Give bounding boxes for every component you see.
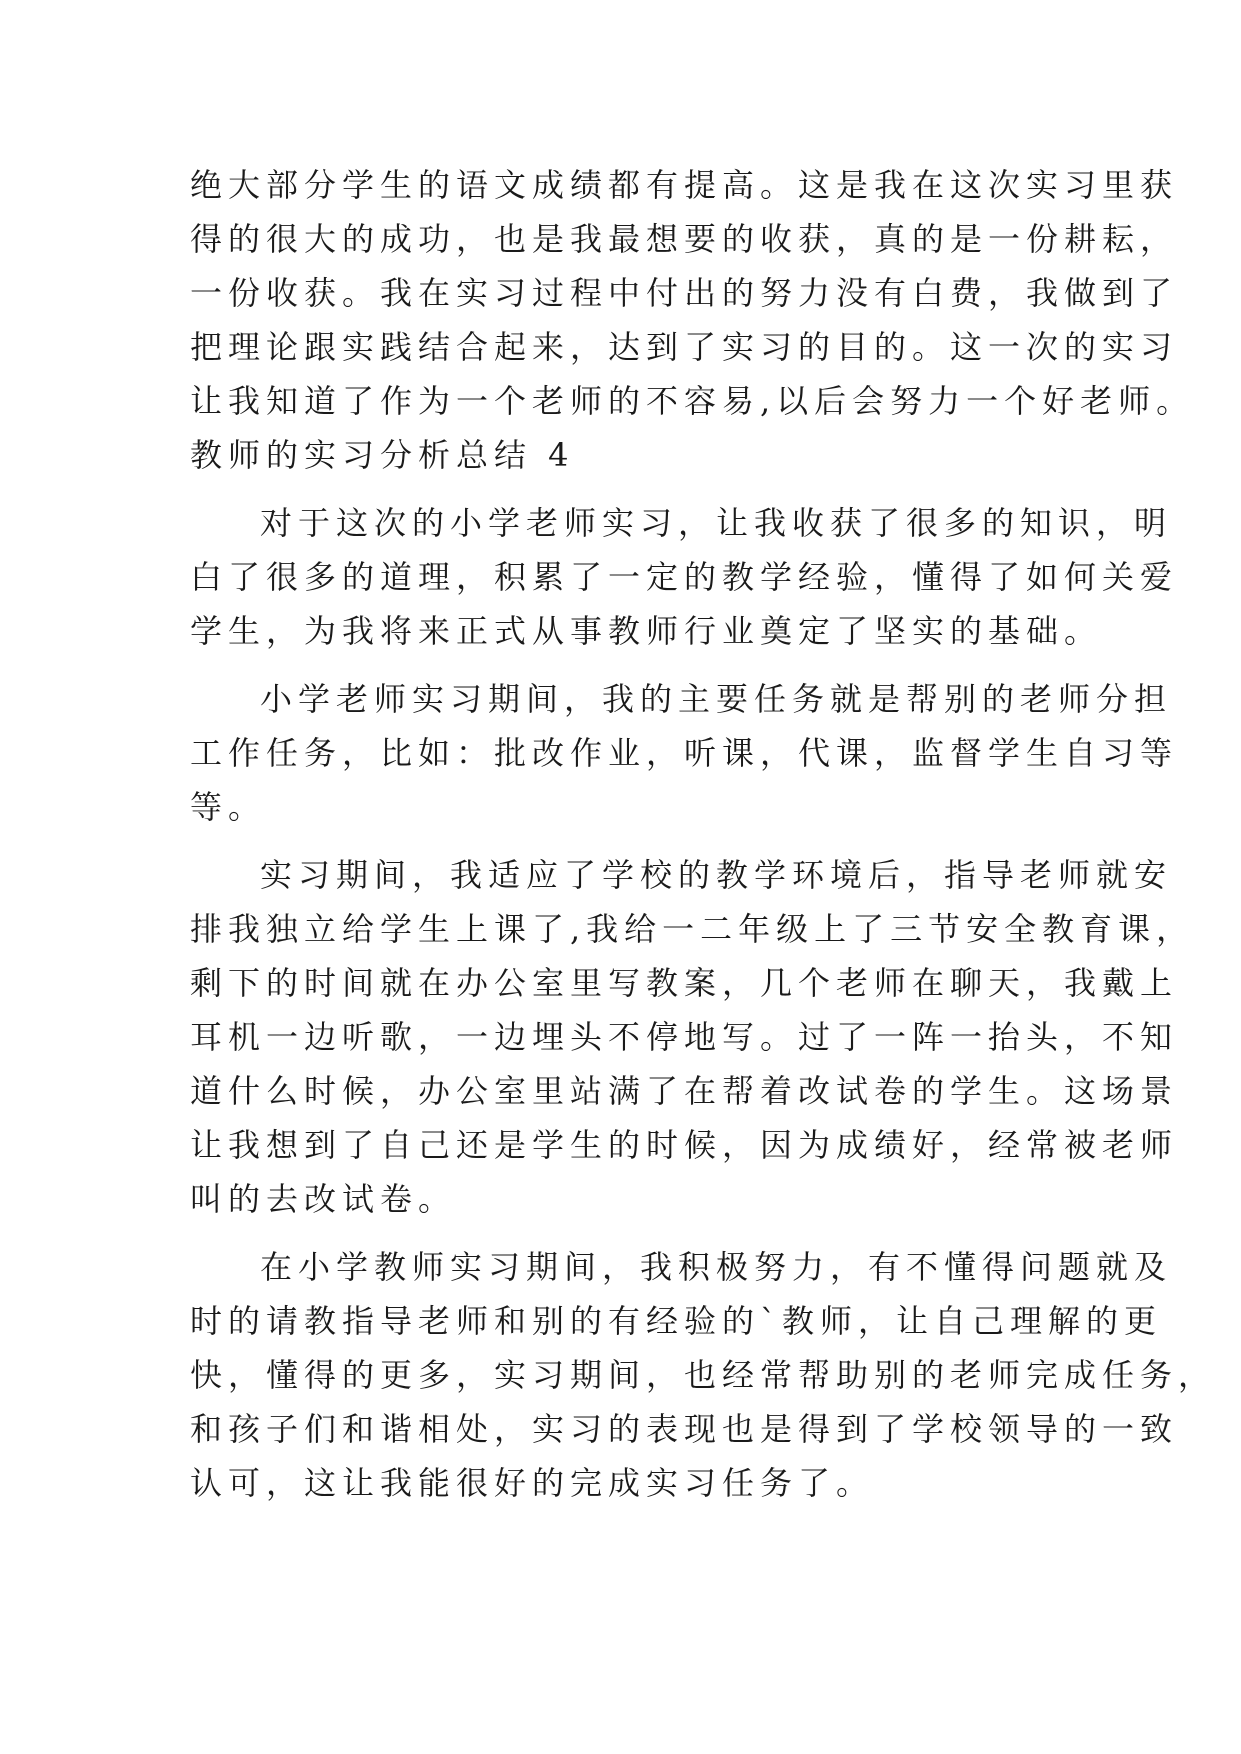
paragraph bbox=[190, 1240, 1217, 1510]
text-line: 剩下的时间就在办公室里写教案，几个老师在聊天，我戴上 bbox=[190, 964, 1179, 1002]
text-line: 实习期间，我适应了学校的教学环境后，指导老师就安 bbox=[260, 856, 1173, 894]
text-line: 在小学教师实习期间，我积极努力，有不懂得问题就及 bbox=[260, 1248, 1173, 1286]
paragraph bbox=[190, 496, 1179, 658]
text-line: 得的很大的成功，也是我最想要的收获，真的是一份耕耘， bbox=[190, 220, 1179, 258]
text-line: 认可，这让我能很好的完成实习任务了。 bbox=[190, 1464, 875, 1502]
paragraph bbox=[190, 672, 1179, 834]
document-body bbox=[190, 158, 1217, 1510]
text-line: 学生，为我将来正式从事教师行业奠定了坚实的基础。 bbox=[190, 612, 1103, 650]
text-line: 把理论跟实践结合起来，达到了实习的目的。这一次的实习 bbox=[190, 328, 1179, 366]
text-line: 和孩子们和谐相处，实习的表现也是得到了学校领导的一致 bbox=[190, 1410, 1179, 1448]
text-line: 一份收获。我在实习过程中付出的努力没有白费，我做到了 bbox=[190, 274, 1179, 312]
text-line: 让我知道了作为一个老师的不容易,以后会努力一个好老师。 bbox=[190, 382, 1195, 420]
text-line: 快，懂得的更多，实习期间，也经常帮助别的老师完成任务， bbox=[190, 1356, 1217, 1394]
text-line: 排我独立给学生上课了,我给一二年级上了三节安全教育课， bbox=[190, 910, 1195, 948]
text-line: 时的请教指导老师和别的有经验的`教师，让自己理解的更 bbox=[190, 1302, 1163, 1340]
text-line: 等。 bbox=[190, 788, 267, 826]
text-line: 工作任务，比如：批改作业，听课，代课，监督学生自习等 bbox=[190, 734, 1179, 772]
section-title: 教师的实习分析总结 4 bbox=[190, 436, 575, 474]
text-line: 绝大部分学生的语文成绩都有提高。这是我在这次实习里获 bbox=[190, 166, 1179, 204]
text-line: 对于这次的小学老师实习，让我收获了很多的知识，明 bbox=[260, 504, 1173, 542]
text-line: 道什么时候，办公室里站满了在帮着改试卷的学生。这场景 bbox=[190, 1072, 1179, 1110]
text-line: 叫的去改试卷。 bbox=[190, 1180, 457, 1218]
text-line: 让我想到了自己还是学生的时候，因为成绩好，经常被老师 bbox=[190, 1126, 1179, 1164]
text-line: 白了很多的道理，积累了一定的教学经验，懂得了如何关爱 bbox=[190, 558, 1179, 596]
continued-paragraph bbox=[190, 158, 1195, 428]
text-line: 小学老师实习期间，我的主要任务就是帮别的老师分担 bbox=[260, 680, 1173, 718]
text-line: 耳机一边听歌，一边埋头不停地写。过了一阵一抬头，不知 bbox=[190, 1018, 1179, 1056]
paragraph bbox=[190, 848, 1195, 1226]
